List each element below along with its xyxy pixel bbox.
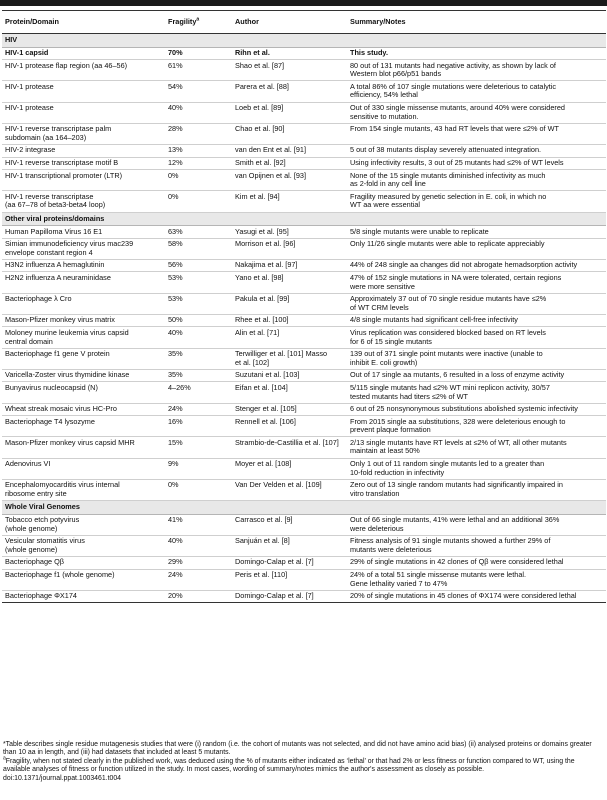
cell-protein: Vesicular stomatitis virus (whole genome) [2,535,165,556]
footnote-a [3,755,603,775]
cell-fragility: 58% [165,238,232,259]
cell-fragility: 16% [165,416,232,437]
cell-protein: Varicella-Zoster virus thymidine kinase [2,369,165,382]
cell-protein: Bunyavirus nucleocapsid (N) [2,382,165,403]
table-row [2,535,606,556]
cell-notes: 80 out of 131 mutants had negative activity, as shown by lack of Western blot p66/p51 bands [347,60,606,81]
cell-author: Moyer et al. [108] [232,458,347,479]
cell-protein: HIV-1 protease [2,102,165,123]
cell-author: Alin et al. [71] [232,327,347,348]
cell-fragility: 41% [165,514,232,535]
cell-fragility: 20% [165,590,232,603]
cell-notes: None of the 15 single mutants diminished infectivity as much as 2-fold in any cell line [347,170,606,191]
cell-fragility: 35% [165,348,232,369]
table-row [2,47,606,60]
cell-author: Pakula et al. [99] [232,293,347,314]
table-row [2,458,606,479]
cell-notes: Virus replication was considered blocked based on RT levels for 6 of 15 single mutants [347,327,606,348]
cell-protein: HIV-2 integrase [2,144,165,157]
header-row [2,11,606,34]
cell-fragility: 24% [165,403,232,416]
table-row [2,348,606,369]
cell-protein: Bacteriophage f1 gene V protein [2,348,165,369]
footnote-star: *Table describes single residue mutagenesis studies that were (i) random (i.e. the cohort of mutants was not selected, and did not have amino acid bias) (ii) analysed proteins or domains greater than 10 aa in length, and (iii) had datasets that included at least 5 mutants. [3,741,592,757]
table-row [2,314,606,327]
table-row [2,514,606,535]
cell-author: Terwilliger et al. [101] Masso et al. [102] [232,348,347,369]
cell-author: Stenger et al. [105] [232,403,347,416]
cell-fragility: 35% [165,369,232,382]
table-row [2,238,606,259]
table-row [2,226,606,239]
cell-protein: Tobacco etch potyvirus (whole genome) [2,514,165,535]
cell-author: Rennell et al. [106] [232,416,347,437]
section-title: Whole Viral Genomes [2,500,606,514]
cell-notes: 29% of single mutations in 42 clones of Qβ were considered lethal [347,556,606,569]
cell-author: van den Ent et al. [91] [232,144,347,157]
cell-author: Nakajima et al. [97] [232,259,347,272]
cell-protein: Human Papilloma Virus 16 E1 [2,226,165,239]
table-row [2,382,606,403]
cell-protein: HIV-1 protease [2,81,165,102]
cell-author: Yano et al. [98] [232,272,347,293]
table-body [2,34,606,603]
cell-author: Parera et al. [88] [232,81,347,102]
cell-author: Suzutani et al. [103] [232,369,347,382]
cell-author: Smith et al. [92] [232,157,347,170]
cell-author: Domingo-Calap et al. [7] [232,556,347,569]
cell-author: Shao et al. [87] [232,60,347,81]
cell-author: Rihn et al. [232,47,347,60]
cell-author: Chao et al. [90] [232,123,347,144]
cell-author: Morrison et al. [96] [232,238,347,259]
table-row [2,191,606,212]
cell-notes: From 2015 single aa substitutions, 328 were deleterious enough to prevent plaque formation [347,416,606,437]
cell-notes: 5/8 single mutants were unable to replicate [347,226,606,239]
cell-protein: Mason-Pfizer monkey virus matrix [2,314,165,327]
cell-notes: Out of 17 single aa mutants, 6 resulted in a loss of enzyme activity [347,369,606,382]
table-row [2,437,606,458]
cell-notes: 47% of 152 single mutations in NA were tolerated, certain regions were more sensitive [347,272,606,293]
cell-fragility: 40% [165,102,232,123]
table-row [2,416,606,437]
cell-protein: Bacteriophage ΦX174 [2,590,165,603]
col-header-fragility-label: Fragility [168,16,197,26]
cell-notes: 5/115 single mutants had ≤2% WT mini replicon activity, 30/57 tested mutants had titers ≤2% of WT [347,382,606,403]
col-header-protein: Protein/Domain [2,11,165,34]
cell-fragility: 56% [165,259,232,272]
cell-protein: H3N2 influenza A hemaglutinin [2,259,165,272]
top-rule [0,0,607,6]
cell-fragility: 13% [165,144,232,157]
cell-author: Sanjuán et al. [8] [232,535,347,556]
section-header-row [2,212,606,226]
cell-fragility: 54% [165,81,232,102]
cell-fragility: 15% [165,437,232,458]
table-row [2,327,606,348]
table-row [2,403,606,416]
cell-author: Carrasco et al. [9] [232,514,347,535]
cell-notes: Fragility measured by genetic selection in E. coli, in which no WT aa were essential [347,191,606,212]
table-row [2,556,606,569]
cell-notes: Out of 66 single mutants, 41% were lethal and an additional 36% were deleterious [347,514,606,535]
cell-fragility: 40% [165,327,232,348]
cell-fragility: 4–26% [165,382,232,403]
footnote-a-text: Fragility, when not stated clearly in the published work, was deduced using the % of mutants either indicated as ‘lethal’ or that had 2% or less fitness or function compared to WT, using the available analyses of fitness or function utilized in the study. In most cases, wording of summary/notes mimics the author's assessment as closely as possible. [3,757,575,774]
section-title: Other viral proteins/domains [2,212,606,226]
doi-text: doi:10.1371/journal.ppat.1003461.t004 [3,774,122,782]
cell-notes: Out of 330 single missense mutants, around 40% were considered sensitive to mutation. [347,102,606,123]
cell-notes: 139 out of 371 single point mutants were inactive (unable to inhibit E. coli growth) [347,348,606,369]
cell-author: Rhee et al. [100] [232,314,347,327]
cell-protein: Bacteriophage λ Cro [2,293,165,314]
cell-protein: Bacteriophage Qβ [2,556,165,569]
table-row [2,60,606,81]
cell-protein: HIV-1 reverse transcriptase (aa 67–78 of beta3-beta4 loop) [2,191,165,212]
section-header-row [2,34,606,48]
table-footnotes [3,741,603,783]
cell-fragility: 61% [165,60,232,81]
table-row [2,123,606,144]
cell-notes: Only 11/26 single mutants were able to replicate appreciably [347,238,606,259]
footnote-a-mark: a [3,755,6,762]
cell-notes: This study. [347,47,606,60]
cell-fragility: 63% [165,226,232,239]
cell-protein: HIV-1 reverse transcriptase motif B [2,157,165,170]
cell-protein: Adenovirus VI [2,458,165,479]
table-row [2,144,606,157]
cell-notes: A total 86% of 107 single mutations were deleterious to catalytic efficiency, 54% lethal [347,81,606,102]
cell-protein: HIV-1 transcriptional promoter (LTR) [2,170,165,191]
cell-author: Yasugi et al. [95] [232,226,347,239]
table-row [2,369,606,382]
table-row [2,293,606,314]
cell-fragility: 53% [165,272,232,293]
cell-fragility: 0% [165,191,232,212]
cell-protein: HIV-1 capsid [2,47,165,60]
table-row [2,81,606,102]
cell-protein: Moloney murine leukemia virus capsid central domain [2,327,165,348]
cell-notes: From 154 single mutants, 43 had RT levels that were ≤2% of WT [347,123,606,144]
table-row [2,569,606,590]
cell-notes: Using infectivity results, 3 out of 25 mutants had ≤2% of WT levels [347,157,606,170]
cell-fragility: 70% [165,47,232,60]
table-row [2,170,606,191]
cell-protein: Bacteriophage T4 lysozyme [2,416,165,437]
col-header-notes: Summary/Notes [347,11,606,34]
cell-notes: 44% of 248 single aa changes did not abrogate hemadsorption activity [347,259,606,272]
cell-author: Kim et al. [94] [232,191,347,212]
cell-protein: Encephalomyocarditis virus internal ribosome entry site [2,479,165,500]
col-header-fragility [165,11,232,34]
table-row [2,157,606,170]
cell-fragility: 12% [165,157,232,170]
cell-fragility: 29% [165,556,232,569]
cell-fragility: 0% [165,479,232,500]
cell-notes: 20% of single mutations in 45 clones of ΦX174 were considered lethal [347,590,606,603]
cell-fragility: 0% [165,170,232,191]
cell-author: Van Der Velden et al. [109] [232,479,347,500]
cell-protein: HIV-1 reverse transcriptase palm subdomain (aa 164–203) [2,123,165,144]
cell-fragility: 50% [165,314,232,327]
cell-notes: 24% of a total 51 single missense mutants were lethal. Gene lethality varied 7 to 47% [347,569,606,590]
cell-author: Peris et al. [110] [232,569,347,590]
cell-protein: H2N2 influenza A neuraminidase [2,272,165,293]
table-row [2,479,606,500]
cell-protein: Mason-Pfizer monkey virus capsid MHR [2,437,165,458]
cell-fragility: 24% [165,569,232,590]
cell-author: Eifan et al. [104] [232,382,347,403]
cell-author: van Opijnen et al. [93] [232,170,347,191]
cell-fragility: 40% [165,535,232,556]
cell-notes: Only 1 out of 11 random single mutants led to a greater than 10-fold reduction in infectivity [347,458,606,479]
section-header-row [2,500,606,514]
cell-fragility: 9% [165,458,232,479]
cell-notes: Fitness analysis of 91 single mutants showed a further 29% of mutants were deleterious [347,535,606,556]
cell-author: Strambio-de-Castillia et al. [107] [232,437,347,458]
cell-fragility: 53% [165,293,232,314]
cell-fragility: 28% [165,123,232,144]
section-title: HIV [2,34,606,48]
cell-author: Domingo-Calap et al. [7] [232,590,347,603]
cell-protein: HIV-1 protease flap region (aa 46–56) [2,60,165,81]
cell-notes: Approximately 37 out of 70 single residue mutants have ≤2% of WT CRM levels [347,293,606,314]
col-header-fragility-mark: a [196,16,200,23]
table-row [2,590,606,603]
table-row [2,259,606,272]
fragility-table [2,10,606,603]
table-row [2,102,606,123]
cell-protein: Bacteriophage f1 (whole genome) [2,569,165,590]
cell-notes: 2/13 single mutants have RT levels at ≤2% of WT, all other mutants maintain at least 50% [347,437,606,458]
col-header-author: Author [232,11,347,34]
table-row [2,272,606,293]
cell-author: Loeb et al. [89] [232,102,347,123]
cell-notes: 5 out of 38 mutants display severely attenuated integration. [347,144,606,157]
cell-notes: Zero out of 13 single random mutants had significantly impaired in vitro translation [347,479,606,500]
cell-protein: Simian immunodeficiency virus mac239 envelope constant region 4 [2,238,165,259]
cell-protein: Wheat streak mosaic virus HC-Pro [2,403,165,416]
cell-notes: 6 out of 25 nonsynonymous substitutions abolished systemic infectivity [347,403,606,416]
cell-notes: 4/8 single mutants had significant cell-free infectivity [347,314,606,327]
